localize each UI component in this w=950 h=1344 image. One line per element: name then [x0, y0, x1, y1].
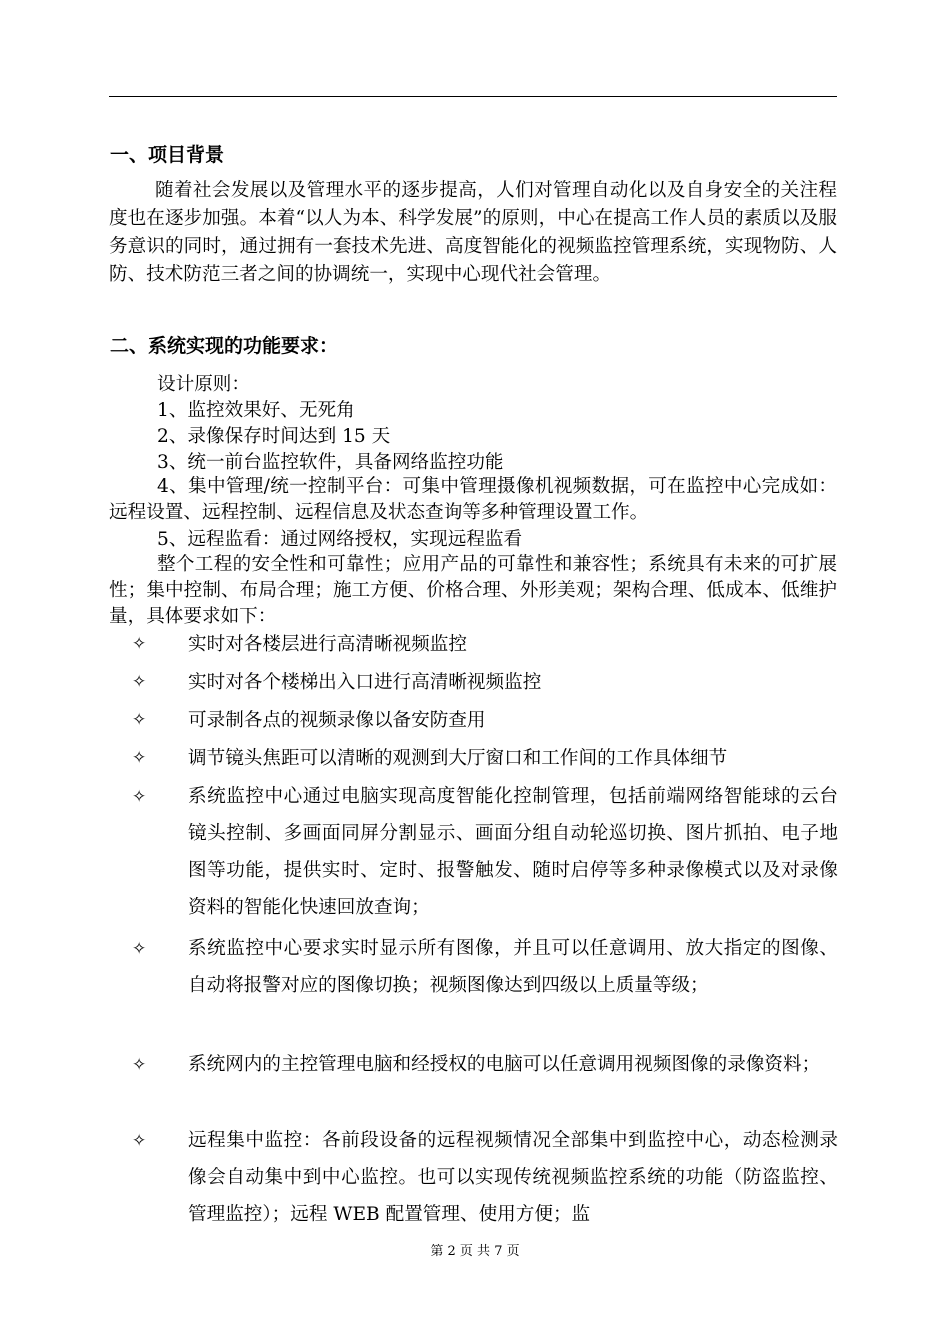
principle-1: 1、监控效果好、无死角 [157, 400, 355, 421]
bullet-icon: ✧ [132, 787, 147, 807]
bullet-icon: ✧ [132, 710, 147, 730]
page-number-footer: 第 2 页 共 7 页 [430, 1244, 520, 1259]
principle-3: 3、统一前台监控软件，具备网络监控功能 [157, 452, 504, 473]
principle-2: 2、录像保存时间达到 15 天 [157, 426, 391, 447]
bullet-icon: ✧ [132, 939, 147, 959]
bullet-icon: ✧ [132, 748, 147, 768]
bullet-item-3: 可录制各点的视频录像以备安防查用 [188, 710, 486, 731]
bullet-item-4: 调节镜头焦距可以清晰的观测到大厅窗口和工作间的工作具体细节 [188, 748, 728, 769]
bullet-icon: ✧ [132, 1131, 147, 1151]
principle-4: 4、集中管理/统一控制平台：可集中管理摄像机视频数据，可在监控中心完成如：远程设置、远程控制、远程信息及状态查询等多种管理设置工作。 [109, 476, 837, 523]
section-1-paragraph: 随着社会发展以及管理水平的逐步提高，人们对管理自动化以及自身安全的关注程度也在逐步加强。本着“以人为本、科学发展”的原则，中心在提高工作人员的素质以及服务意识的同时，通过拥有一套技术先进、高度智能化的视频监控管理系统，实现物防、人防、技术防范三者之间的协调统一，实现中心现代社会管理。 [109, 180, 837, 285]
bullet-item-6: 系统监控中心要求实时显示所有图像，并且可以任意调用、放大指定的图像、自动将报警对应的图像切换；视频图像达到四级以上质量等级； [188, 938, 838, 996]
requirements-summary: 整个工程的安全性和可靠性；应用产品的可靠性和兼容性；系统具有未来的可扩展性；集中控制、布局合理；施工方便、价格合理、外形美观；架构合理、低成本、低维护量，具体要求如下： [109, 554, 837, 627]
bullet-icon: ✧ [132, 672, 147, 692]
header-rule [109, 96, 837, 97]
principle-5: 5、远程监看：通过网络授权，实现远程监看 [157, 529, 523, 550]
design-principles-label: 设计原则： [157, 374, 250, 395]
bullet-item-2: 实时对各个楼梯出入口进行高清晰视频监控 [188, 672, 542, 693]
section-1-title: 一、项目背景 [110, 144, 225, 166]
bullet-icon: ✧ [132, 1055, 147, 1075]
bullet-item-8: 远程集中监控：各前段设备的远程视频情况全部集中到监控中心，动态检测录像会自动集中到中心监控。也可以实现传统视频监控系统的功能（防盗监控、管理监控）；远程 WEB 配置管理、使用方便；监 [188, 1130, 838, 1225]
bullet-item-1: 实时对各楼层进行高清晰视频监控 [188, 634, 467, 655]
bullet-item-5: 系统监控中心通过电脑实现高度智能化控制管理，包括前端网络智能球的云台镜头控制、多画面同屏分割显示、画面分组自动轮巡切换、图片抓拍、电子地图等功能，提供实时、定时、报警触发、随时启停等多种录像模式以及对录像资料的智能化快速回放查询； [188, 786, 838, 918]
bullet-icon: ✧ [132, 634, 147, 654]
bullet-item-7: 系统网内的主控管理电脑和经授权的电脑可以任意调用视频图像的录像资料； [188, 1054, 821, 1075]
section-2-title: 二、系统实现的功能要求： [110, 335, 339, 357]
